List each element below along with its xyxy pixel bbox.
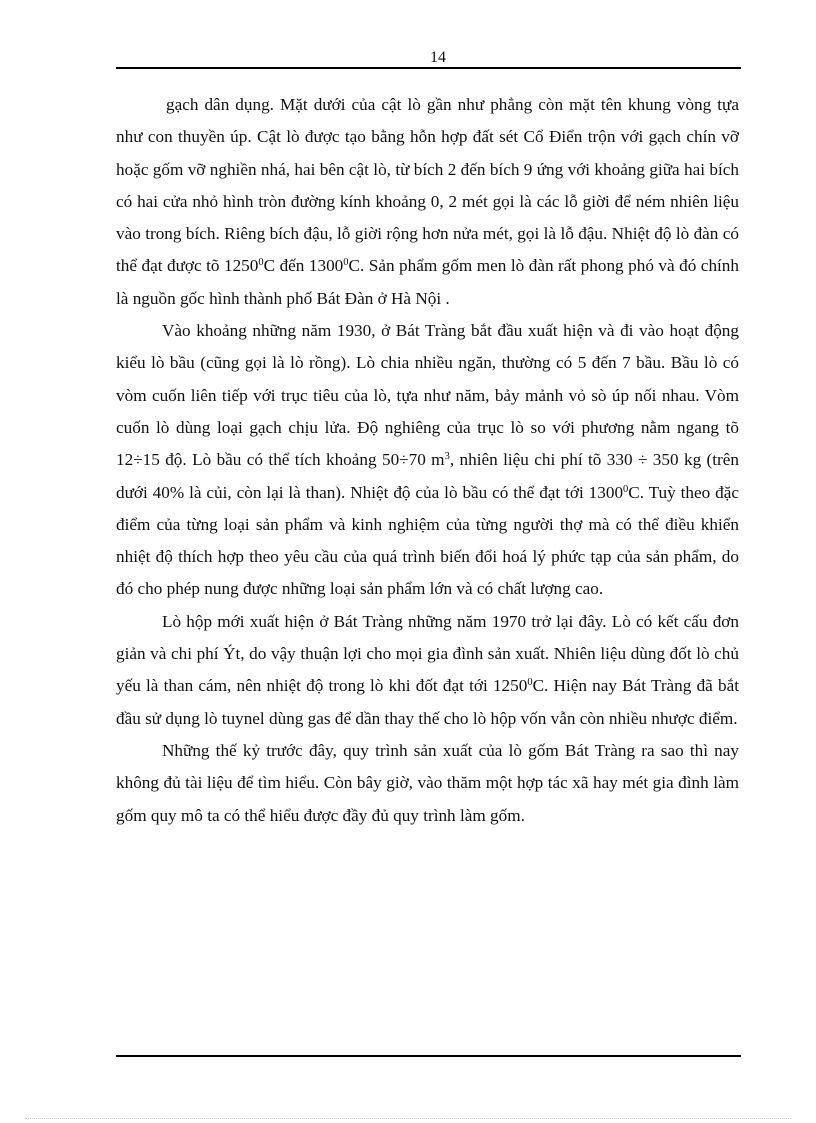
paragraph-lo-bau xyxy=(116,315,739,606)
header-rule xyxy=(116,67,741,69)
paragraph-text: C. Tuỳ theo đặc điểm của từng loại sản phẩm và kinh nghiệm của từng người thợ mà có thể điều khiển nhiệt độ thích hợp theo yêu cầu của quá trình biến đổi hoá lý phức tạp của sản phẩm, do đó cho phép nung được những loại sản phẩm lớn và có chất lượng cao. xyxy=(116,482,739,599)
paragraph-lo-dan xyxy=(116,89,739,315)
page-number: 14 xyxy=(430,49,446,66)
paragraph-text: C. Sản phẩm gốm men lò đàn rất phong phó và đó chính là nguồn gốc hình thành phố Bát Đàn ở Hà Nội . xyxy=(116,256,739,308)
superscript-cubic: 3 xyxy=(444,451,450,463)
paragraph-text: Lò hộp mới xuất hiện ở Bát Tràng những năm 1970 trở lại đây. Lò có kết cấu đơn giản và chi phí Ýt, do vậy thuận lợi cho mọi gia đình sản xuất. Nhiên liệu dùng đốt lò chủ yếu là than cám, nên nhiệt độ trong lò khi đốt đạt tới 1250 xyxy=(116,611,739,696)
paragraph-text: Vào khoảng những năm 1930, ở Bát Tràng bắt đầu xuất hiện và đi vào hoạt động kiểu lò bầu (cũng gọi là lò rồng). Lò chia nhiều ngăn, thường có 5 đến 7 bầu. Bầu lò có vòm cuốn liên tiếp với trục tiêu của lò, tựa như năm, bảy mảnh vỏ sò úp nối nhau. Vòm cuốn lò dùng loại gạch chịu lửa. Độ nghiêng của trục lò so với phương nằm ngang tõ 12÷15 độ. Lò bầu có thể tích khoảng 50÷70 m xyxy=(116,321,739,470)
paragraph-text: , nhiên liệu chi phí tõ 330 ÷ 350 kg (trên dưới 40% là củi, còn lại là than). Nhiệt độ của lò bầu có thể đạt tới 1300 xyxy=(116,450,740,502)
paragraph-text: C đến 1300 xyxy=(263,256,344,276)
page-edge-dots xyxy=(25,1118,791,1119)
superscript-degree: 0 xyxy=(343,257,349,269)
superscript-degree: 0 xyxy=(623,483,629,495)
superscript-degree: 0 xyxy=(527,677,533,689)
paragraph-text: C. Hiện nay Bát Tràng đã bắt đầu sử dụng lò tuynel dùng gas để dần thay thế cho lò hộp vốn vẫn còn nhiều nhược điểm. xyxy=(116,676,739,728)
footer-rule xyxy=(116,1055,741,1057)
paragraph-text: Những thế kỷ trước đây, quy trình sản xuất của lò gốm Bát Tràng ra sao thì nay không đủ tài liệu để tìm hiểu. Còn bây giờ, vào thăm một hợp tác xã hay mét gia đình làm gốm quy mô ta có thể hiểu được đầy đủ quy trình làm gốm. xyxy=(116,740,739,825)
body-text xyxy=(116,89,739,832)
paragraph-quy-trinh xyxy=(116,735,739,832)
paragraph-text: gạch dân dụng. Mặt dưới của cật lò gần như phẳng còn mặt tên khung vòng tựa như con thuyền úp. Cật lò được tạo bằng hỗn hợp đất sét Cổ Điển trộn với gạch chín vỡ hoặc gốm vỡ nghiền nhá, hai bên cật lò, từ bích 2 đến bích 9 ứng với khoảng giữa hai bích có hai cửa nhỏ hình tròn đường kính khoảng 0, 2 mét gọi là các lỗ giời để ném nhiên liệu vào trong bích. Riêng bích đậu, lỗ giời rộng hơn nửa mét, gọi là lỗ đậu. Nhiệt độ lò đàn có thể đạt được tõ 1250 xyxy=(116,95,739,276)
superscript-degree: 0 xyxy=(258,257,264,269)
paragraph-lo-hop xyxy=(116,606,739,735)
